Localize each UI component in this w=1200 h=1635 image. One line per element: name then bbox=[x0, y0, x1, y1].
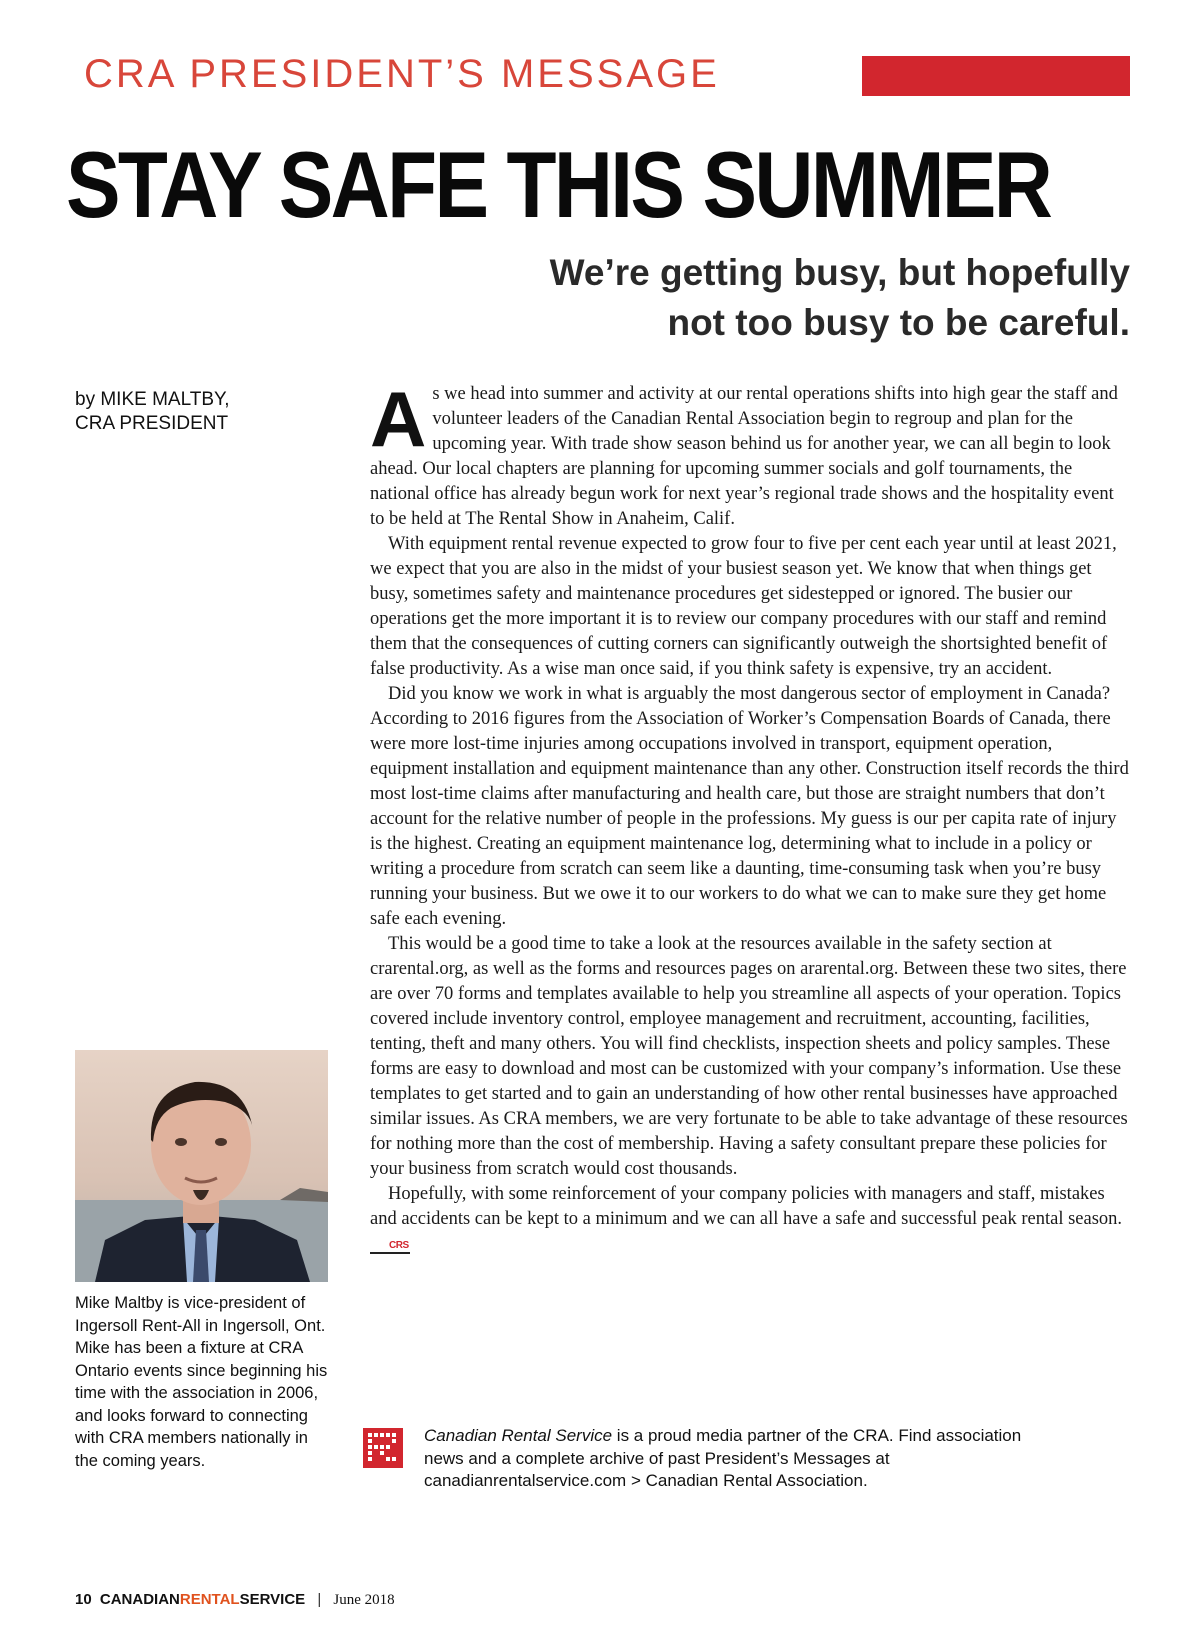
deck-line-2: not too busy to be careful. bbox=[667, 302, 1130, 343]
article-paragraph bbox=[370, 1182, 1130, 1257]
author-photo bbox=[75, 1050, 328, 1282]
partner-text: is a proud media partner of the CRA. Find association news and a complete archive of past President’s Messages at canadianrentalservice.com > Canadian Rental Association. bbox=[424, 1426, 1022, 1490]
brand-canadian: CANADIAN bbox=[99, 1591, 180, 1608]
section-header bbox=[84, 52, 1130, 100]
section-kicker: CRA PRESIDENT’S MESSAGE bbox=[84, 52, 720, 96]
photo-caption: Mike Maltby is vice-president of Ingersoll Rent-All in Ingersoll, Ont. Mike has been a fixture at CRA Ontario events since beginning his time with the association in 2006, and looks forward to connecting with CRA members nationally in the coming years. bbox=[75, 1294, 328, 1470]
page-footer bbox=[75, 1590, 395, 1610]
paragraph-text: s we head into summer and activity at our rental operations shifts into high gear the staff and volunteer leaders of the Canadian Rental Association begin to regroup and plan for the upcoming year. With trade show season behind us for another year, we can all begin to look ahead. Our local chapters are planning for upcoming summer socials and golf tournaments, the national office has already begun work for next year’s regional trade shows and the hospitality event to be held at The Rental Show in Anaheim, Calif. bbox=[370, 384, 1118, 529]
article-paragraph: Did you know we work in what is arguably the most dangerous sector of employment in Canada? According to 2016 figures from the Association of Worker’s Compensation Boards of Canada, there were more lost-time injuries among occupations involved in transport, equipment operation, equipment installation and equipment maintenance than any other. Construction itself records the third most lost-time claims after manufacturing and health care, but those are straight numbers that don’t account for the relative number of people in the professions. My guess is our per capita rate of injury is the highest. Creating an equipment maintenance log, determining what to include in a policy or writing a procedure from scratch can seem like a daunting, time-consuming task when you’re busy running your business. But we owe it to our workers to do what we can to make sure they get home safe each evening. bbox=[370, 684, 1129, 929]
drop-cap: A bbox=[370, 375, 427, 463]
byline-title: CRA PRESIDENT bbox=[75, 413, 229, 434]
publication-name: Canadian Rental Service bbox=[424, 1426, 613, 1445]
article-paragraph: This would be a good time to take a look at the resources available in the safety section at crarental.org, as well as the forms and resources pages on ararental.org. Between these two sites, there are over 70 forms and templates available to help you streamline all aspects of your operation. Topics covered include inventory control, employee management and recruitment, accounting, facilities, tenting, theft and many others. You will find checklists, inspection sheets and policy samples. These forms are easy to download and most can be customized with your company’s information. Use these templates to get started and to gain an understanding of how other rental businesses have approached similar issues. As CRA members, we are very fortunate to be able to take advantage of these resources for nothing more than the cost of membership. Having a safety consultant prepare these policies for your business from scratch would cost thousands. bbox=[370, 934, 1128, 1179]
article-paragraph: With equipment rental revenue expected to grow four to five per cent each year until at least 2021, we expect that you are also in the midst of your busiest season yet. We know that when things get busy, sometimes safety and maintenance procedures get sidestepped or ignored. The busier our operations get the more important it is to review our company procedures with our staff and remind them that the consequences of cutting corners can significantly outweigh the shortsighted benefit of false productivity. As a wise man once said, if you think safety is expensive, try an accident. bbox=[370, 534, 1117, 679]
headline: STAY SAFE THIS SUMMER bbox=[66, 132, 1051, 237]
media-partner-note bbox=[424, 1425, 1064, 1493]
paragraph-text: Hopefully, with some reinforcement of your company policies with managers and staff, mistakes and accidents can be kept to a minimum and we can all have a safe and successful peak rental season. bbox=[370, 1184, 1123, 1229]
byline-author: by MIKE MALTBY, bbox=[75, 389, 230, 410]
page-number: 10 bbox=[75, 1591, 92, 1608]
article-paragraph bbox=[370, 375, 1130, 532]
footer-separator: | bbox=[317, 1591, 322, 1608]
kicker-accent-bar bbox=[862, 56, 1130, 96]
issue-date: June 2018 bbox=[333, 1592, 395, 1608]
crs-logo-icon bbox=[363, 1428, 403, 1468]
brand-service: SERVICE bbox=[239, 1591, 306, 1608]
brand-rental: RENTAL bbox=[179, 1591, 240, 1608]
article-body bbox=[370, 375, 1130, 1257]
deck-line-1: We’re getting busy, but hopefully bbox=[549, 252, 1130, 293]
end-mark-logo: CRS bbox=[370, 1240, 410, 1254]
byline bbox=[75, 388, 325, 436]
deck bbox=[430, 248, 1130, 348]
